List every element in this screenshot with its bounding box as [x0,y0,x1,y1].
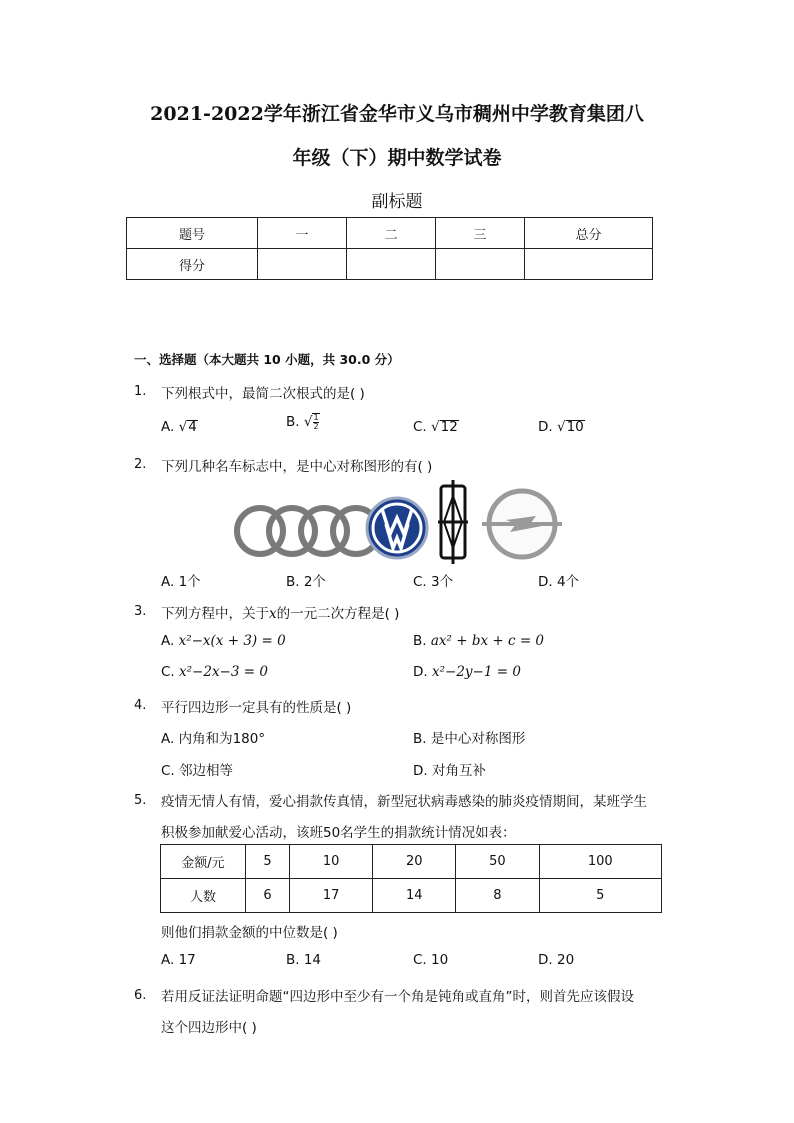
question-text [161,602,399,622]
option-label: C. [413,419,427,435]
variable: x [269,606,277,622]
sqrt-expression: √4 [178,419,197,435]
option-a: A. 17 [161,952,196,968]
table-cell: 8 [456,879,539,913]
page-title-line1: 2021-2022学年浙江省金华市义乌市稠州中学教育集团八 [150,103,644,125]
radicand: 4 [188,419,197,435]
table-cell: 5 [539,879,661,913]
option-label: B. [286,414,300,430]
question-text: 这个四边形中( ) [161,1020,257,1036]
sqrt-expression: √10 [556,419,584,435]
table-cell: 14 [373,879,456,913]
radicand: 12 [440,419,458,435]
page-subtitle: 副标题 [371,192,423,212]
option-label: B. [413,633,427,649]
table-cell: 5 [246,845,290,879]
section-heading: 一、选择题（本大题共 10 小题，共 30.0 分） [134,352,400,367]
lincoln-logo [438,480,468,564]
score-header-cell: 总分 [525,218,653,249]
option-d [413,664,521,680]
question-text-part: 的一元二次方程是( ) [276,606,400,622]
table-cell: 20 [373,845,456,879]
score-cell [436,249,525,280]
option-b [286,413,320,431]
option-d: D. 20 [538,952,575,968]
option-label: A. [161,419,175,435]
fraction-denominator: 2 [313,422,319,431]
question-number: 6. [134,988,147,1003]
score-header-cell: 三 [436,218,525,249]
option-label: A. [161,633,175,649]
question-text-part: 下列方程中，关于 [161,606,269,622]
score-row-label: 得分 [127,249,258,280]
opel-logo [482,491,562,557]
option-d [538,419,585,435]
option-c [413,419,459,435]
score-cell [525,249,653,280]
option-c [161,664,268,680]
question-text: 下列几种名车标志中，是中心对称图形的有( ) [161,459,433,475]
question-number: 5. [134,793,147,808]
option-c: C. 10 [413,952,449,968]
table-cell: 100 [539,845,661,879]
option-label: D. [538,419,553,435]
option-a: A. 内角和为180° [161,731,266,747]
score-table [126,217,653,280]
option-d: D. 4个 [538,574,580,590]
option-b: B. 2个 [286,574,326,590]
option-a [161,419,198,435]
table-cell: 金额/元 [161,845,246,879]
option-label: D. [413,664,428,680]
table-cell: 人数 [161,879,246,913]
option-b [413,633,544,649]
score-header-cell: 题号 [127,218,258,249]
car-logos-figure [230,476,570,566]
option-b: B. 14 [286,952,322,968]
question-text: 疫情无情人有情，爱心捐款传真情，新型冠状病毒感染的肺炎疫情期间，某班学生 [161,794,647,810]
option-a [161,633,286,649]
question-text: 则他们捐款金额的中位数是( ) [161,925,338,941]
table-cell: 10 [290,845,373,879]
score-header-cell: 一 [258,218,347,249]
equation: x²−x(x + 3) = 0 [178,633,286,649]
option-label: C. [161,664,175,680]
question-text: 平行四边形一定具有的性质是( ) [161,700,352,716]
volkswagen-logo [367,498,427,558]
question-text: 积极参加献爱心活动，该班50名学生的捐款统计情况如表： [161,825,516,841]
radicand: 10 [566,419,584,435]
score-cell [347,249,436,280]
option-c: C. 3个 [413,574,454,590]
audi-logo [237,508,379,554]
fraction-numerator: 1 [313,413,319,422]
score-cell [258,249,347,280]
question-number: 1. [134,384,147,399]
table-cell: 6 [246,879,290,913]
sqrt-expression: √12 [431,419,458,435]
question-text: 下列根式中，最简二次根式的是( ) [161,386,365,402]
score-header-cell: 二 [347,218,436,249]
donation-table [160,844,662,913]
option-d: D. 对角互补 [413,763,486,779]
fraction [312,413,319,431]
table-cell: 17 [290,879,373,913]
question-number: 2. [134,457,147,472]
equation: x²−2x−3 = 0 [179,664,268,680]
equation: x²−2y−1 = 0 [431,664,521,680]
table-cell: 50 [456,845,539,879]
equation: ax² + bx + c = 0 [430,633,545,649]
option-c: C. 邻边相等 [161,763,234,779]
sqrt-symbol: √ [303,414,313,430]
question-number: 3. [134,604,147,619]
question-number: 4. [134,698,147,713]
option-b: B. 是中心对称图形 [413,731,526,747]
page-title-line2: 年级（下）期中数学试卷 [292,147,502,169]
option-a: A. 1个 [161,574,201,590]
question-text: 若用反证法证明命题“四边形中至少有一个角是钝角或直角”时，则首先应该假设 [161,989,634,1005]
